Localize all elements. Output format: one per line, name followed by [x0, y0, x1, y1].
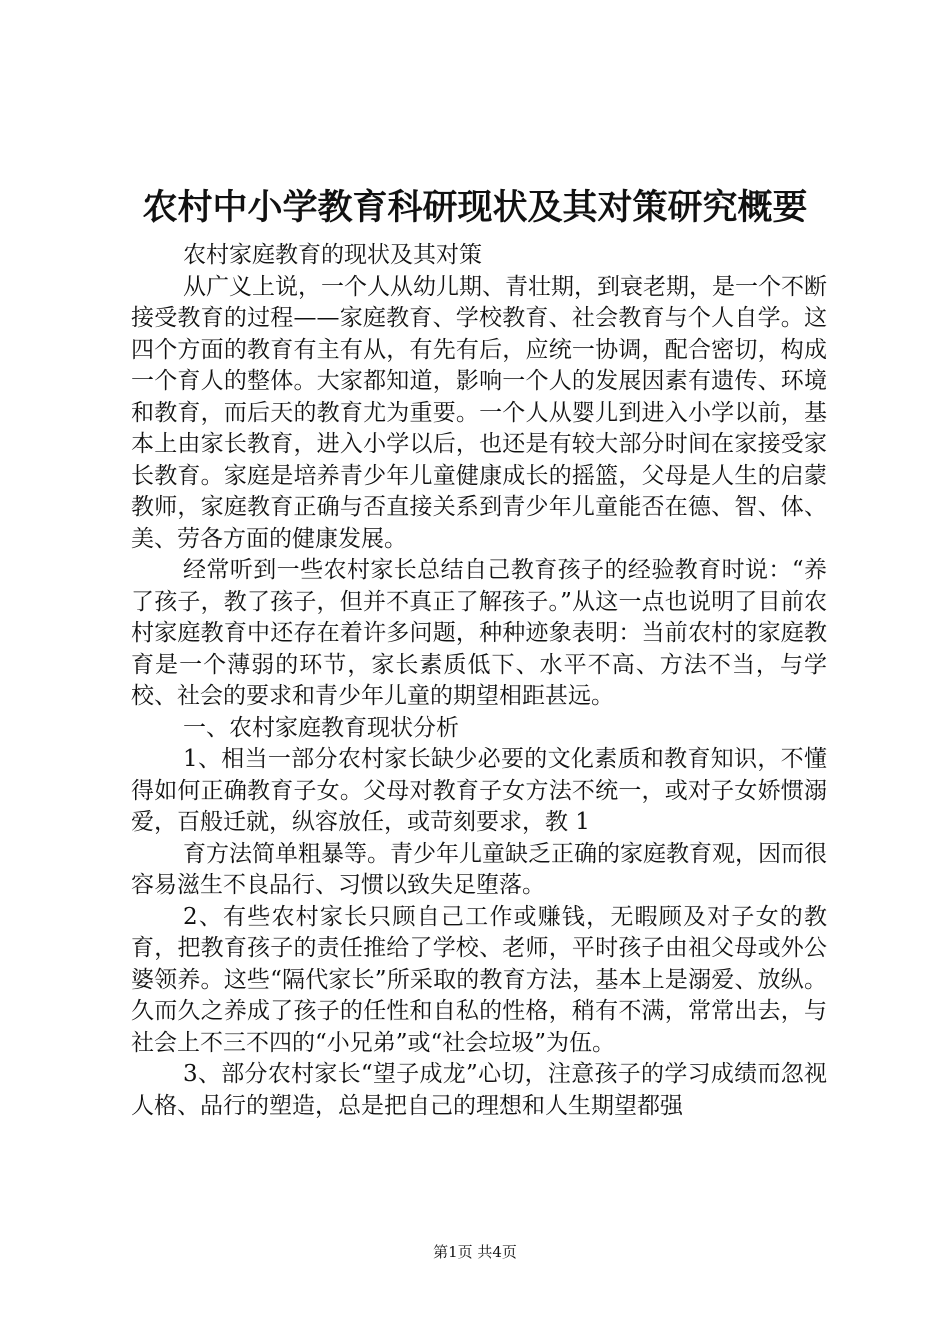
- paragraph-point-3: 3、部分农村家长“望子成龙”心切，注意孩子的学习成绩而忽视人格、品行的塑造，总是把自己的理想和人生期望都强: [131, 1061, 827, 1119]
- page-footer: 第1页 共4页: [433, 1243, 517, 1261]
- paragraph-intro: 从广义上说，一个人从幼儿期、青壮期，到衰老期，是一个不断接受教育的过程——家庭教育、学校教育、社会教育与个人自学。这四个方面的教育有主有从，有先有后，应统一协调，配合密切，构成一个育人的整体。大家都知道，影响一个人的发展因素有遗传、环境和教育，而后天的教育尤为重要。一个人从婴儿到进入小学以前，基本上由家长教育，进入小学以后，也还是有较大部分时间在家接受家长教育。家庭是培养青少年儿童健康成长的摇篮，父母是人生的启蒙教师，家庭教育正确与否直接关系到青少年儿童能否在德、智、体、美、劳各方面的健康发展。: [131, 273, 827, 552]
- paragraph-observation: 经常听到一些农村家长总结自己教育孩子的经验教育时说：“养了孩子，教了孩子，但并不真正了解孩子。”从这一点也说明了目前农村家庭教育中还存在着许多问题，种种迹象表明：当前农村的家庭教育是一个薄弱的环节，家长素质低下、水平不高、方法不当，与学校、社会的要求和青少年儿童的期望相距甚远。: [131, 557, 827, 709]
- section-subtitle: 农村家庭教育的现状及其对策: [183, 242, 482, 268]
- section-heading-analysis: 一、农村家庭教育现状分析: [183, 714, 459, 741]
- paragraph-point-1: 1、相当一部分农村家长缺少必要的文化素质和教育知识，不懂得如何正确教育子女。父母对教育子女方法不统一，或对子女娇惯溺爱，百般迁就，纵容放任，或苛刻要求，教 1: [131, 746, 827, 835]
- paragraph-point-1-continued: 育方法简单粗暴等。青少年儿童缺乏正确的家庭教育观，因而很容易滋生不良品行、习惯以致失足堕落。: [131, 840, 827, 898]
- paragraph-point-2: 2、有些农村家长只顾自己工作或赚钱，无暇顾及对子女的教育，把教育孩子的责任推给了学校、老师，平时孩子由祖父母或外公婆领养。这些“隔代家长”所采取的教育方法，基本上是溺爱、放纵。久而久之养成了孩子的任性和自私的性格，稍有不满，常常出去，与社会上不三不四的“小兄弟”或“社会垃圾”为伍。: [131, 903, 827, 1056]
- document-title: 农村中小学教育科研现状及其对策研究概要: [142, 187, 808, 228]
- document-body: [131, 240, 827, 1122]
